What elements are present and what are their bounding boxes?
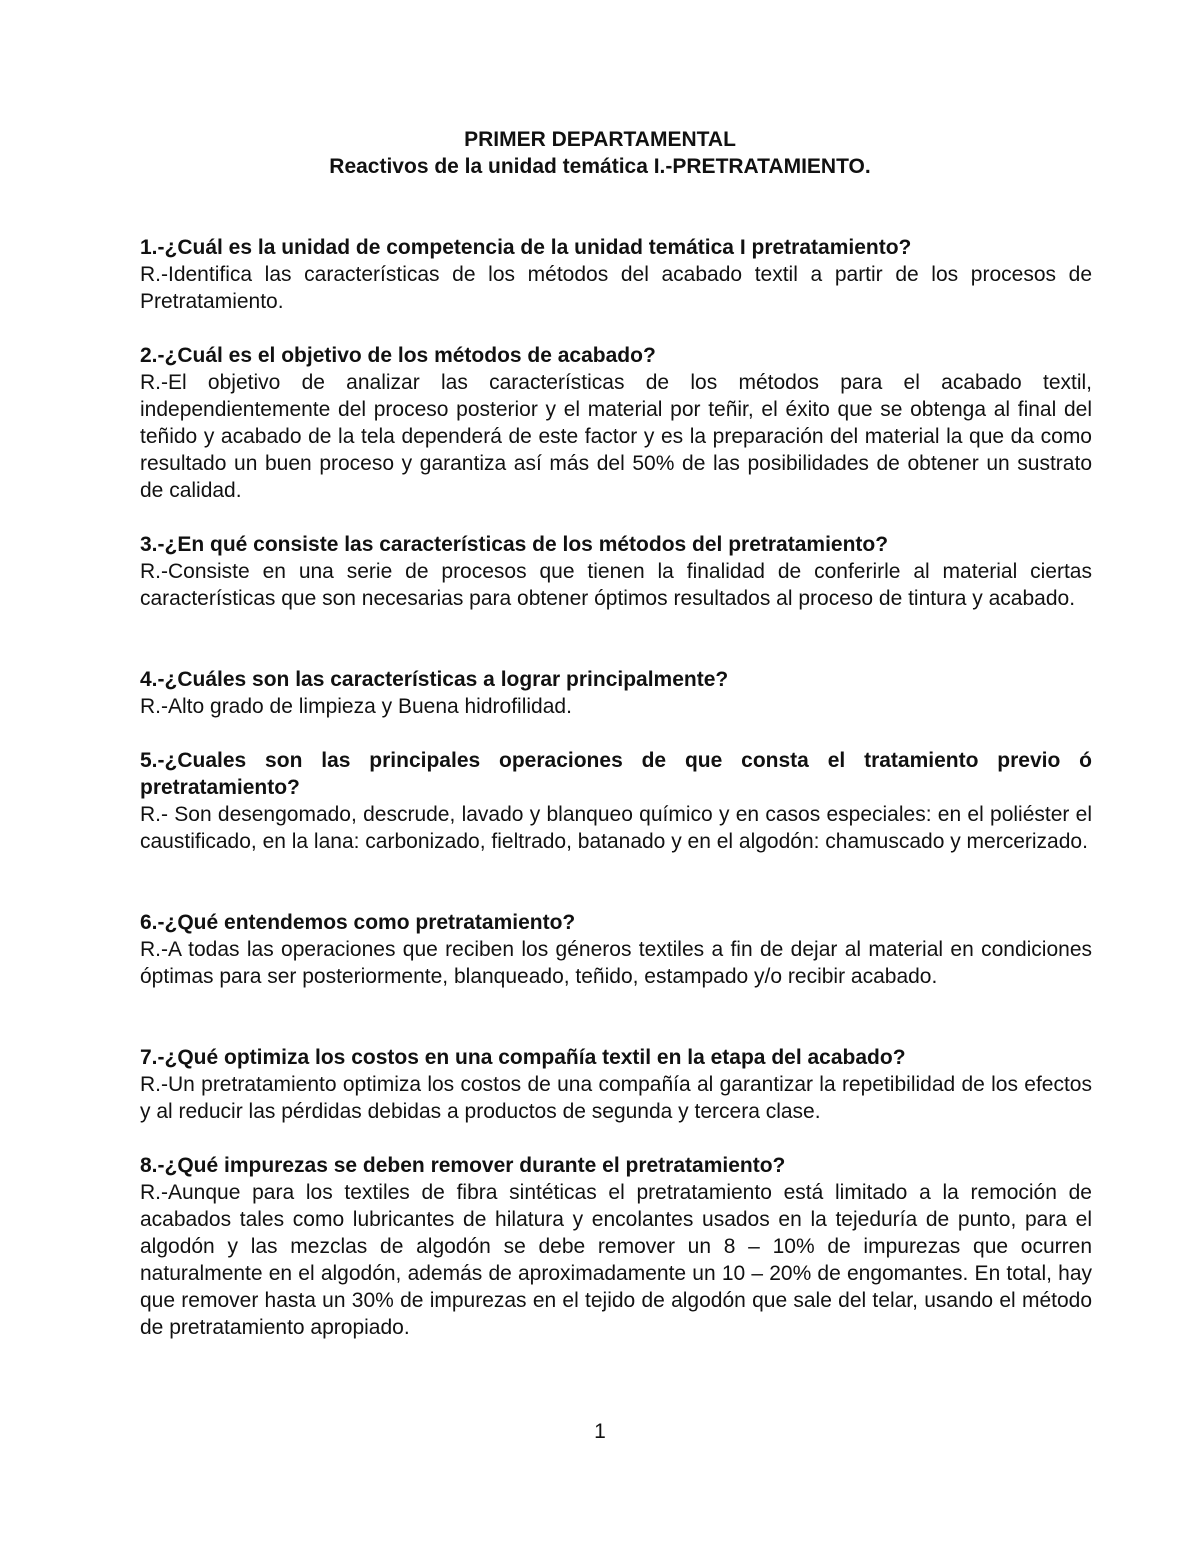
qa-item-2 xyxy=(140,342,1092,504)
qa-item-3 xyxy=(140,531,1092,612)
answer-5: R.- Son desengomado, descrude, lavado y blanqueo químico y en casos especiales: en el poliéster el caustificado, en la lana: carbonizado, fieltrado, batanado y en el algodón: chamuscado y mercerizado. xyxy=(140,803,1092,853)
qa-item-5 xyxy=(140,747,1092,855)
document-header xyxy=(140,126,1060,180)
answer-4: R.-Alto grado de limpieza y Buena hidrofilidad. xyxy=(140,695,572,718)
question-4: 4.-¿Cuáles son las características a lograr principalmente? xyxy=(140,668,729,691)
qa-item-4 xyxy=(140,666,1092,720)
question-7: 7.-¿Qué optimiza los costos en una compañía textil en la etapa del acabado? xyxy=(140,1046,906,1069)
question-5: 5.-¿Cuales son las principales operaciones de que consta el tratamiento previo ó pretratamiento? xyxy=(140,749,1092,799)
answer-1: R.-Identifica las características de los métodos del acabado textil a partir de los procesos de Pretratamiento. xyxy=(140,263,1092,313)
qa-item-1 xyxy=(140,234,1092,315)
answer-3: R.-Consiste en una serie de procesos que tienen la finalidad de conferirle al material ciertas características que son necesarias para obtener óptimos resultados al proceso de tintura y acabado. xyxy=(140,560,1092,610)
document-subtitle: Reactivos de la unidad temática I.-PRETRATAMIENTO. xyxy=(329,155,871,178)
answer-8: R.-Aunque para los textiles de fibra sintéticas el pretratamiento está limitado a la remoción de acabados tales como lubricantes de hilatura y encolantes usados en la tejeduría de punto, para el algodón y las mezclas de algodón se debe remover un 8 – 10% de impurezas que ocurren naturalmente en el algodón, además de aproximadamente un 10 – 20% de engomantes. En total, hay que remover hasta un 30% de impurezas en el tejido de algodón que sale del telar, usando el método de pretratamiento apropiado. xyxy=(140,1181,1092,1339)
answer-2: R.-El objetivo de analizar las características de los métodos para el acabado textil, independientemente del proceso posterior y el material por teñir, el éxito que se obtenga al final del teñido y acabado de la tela dependerá de este factor y es la preparación del material la que da como resultado un buen proceso y garantiza así más del 50% de las posibilidades de obtener un sustrato de calidad. xyxy=(140,371,1092,502)
question-2: 2.-¿Cuál es el objetivo de los métodos de acabado? xyxy=(140,344,656,367)
answer-7: R.-Un pretratamiento optimiza los costos de una compañía al garantizar la repetibilidad de los efectos y al reducir las pérdidas debidas a productos de segunda y tercera clase. xyxy=(140,1073,1092,1123)
qa-item-8 xyxy=(140,1152,1092,1341)
qa-item-7 xyxy=(140,1044,1092,1125)
question-8: 8.-¿Qué impurezas se deben remover durante el pretratamiento? xyxy=(140,1154,786,1177)
document-title: PRIMER DEPARTAMENTAL xyxy=(464,128,736,151)
qa-item-6 xyxy=(140,909,1092,990)
question-6: 6.-¿Qué entendemos como pretratamiento? xyxy=(140,911,576,934)
question-1: 1.-¿Cuál es la unidad de competencia de la unidad temática I pretratamiento? xyxy=(140,236,912,259)
question-3: 3.-¿En qué consiste las características de los métodos del pretratamiento? xyxy=(140,533,889,556)
answer-6: R.-A todas las operaciones que reciben los géneros textiles a fin de dejar al material en condiciones óptimas para ser posteriormente, blanqueado, teñido, estampado y/o recibir acabado. xyxy=(140,938,1092,988)
page-number: 1 xyxy=(594,1420,606,1443)
